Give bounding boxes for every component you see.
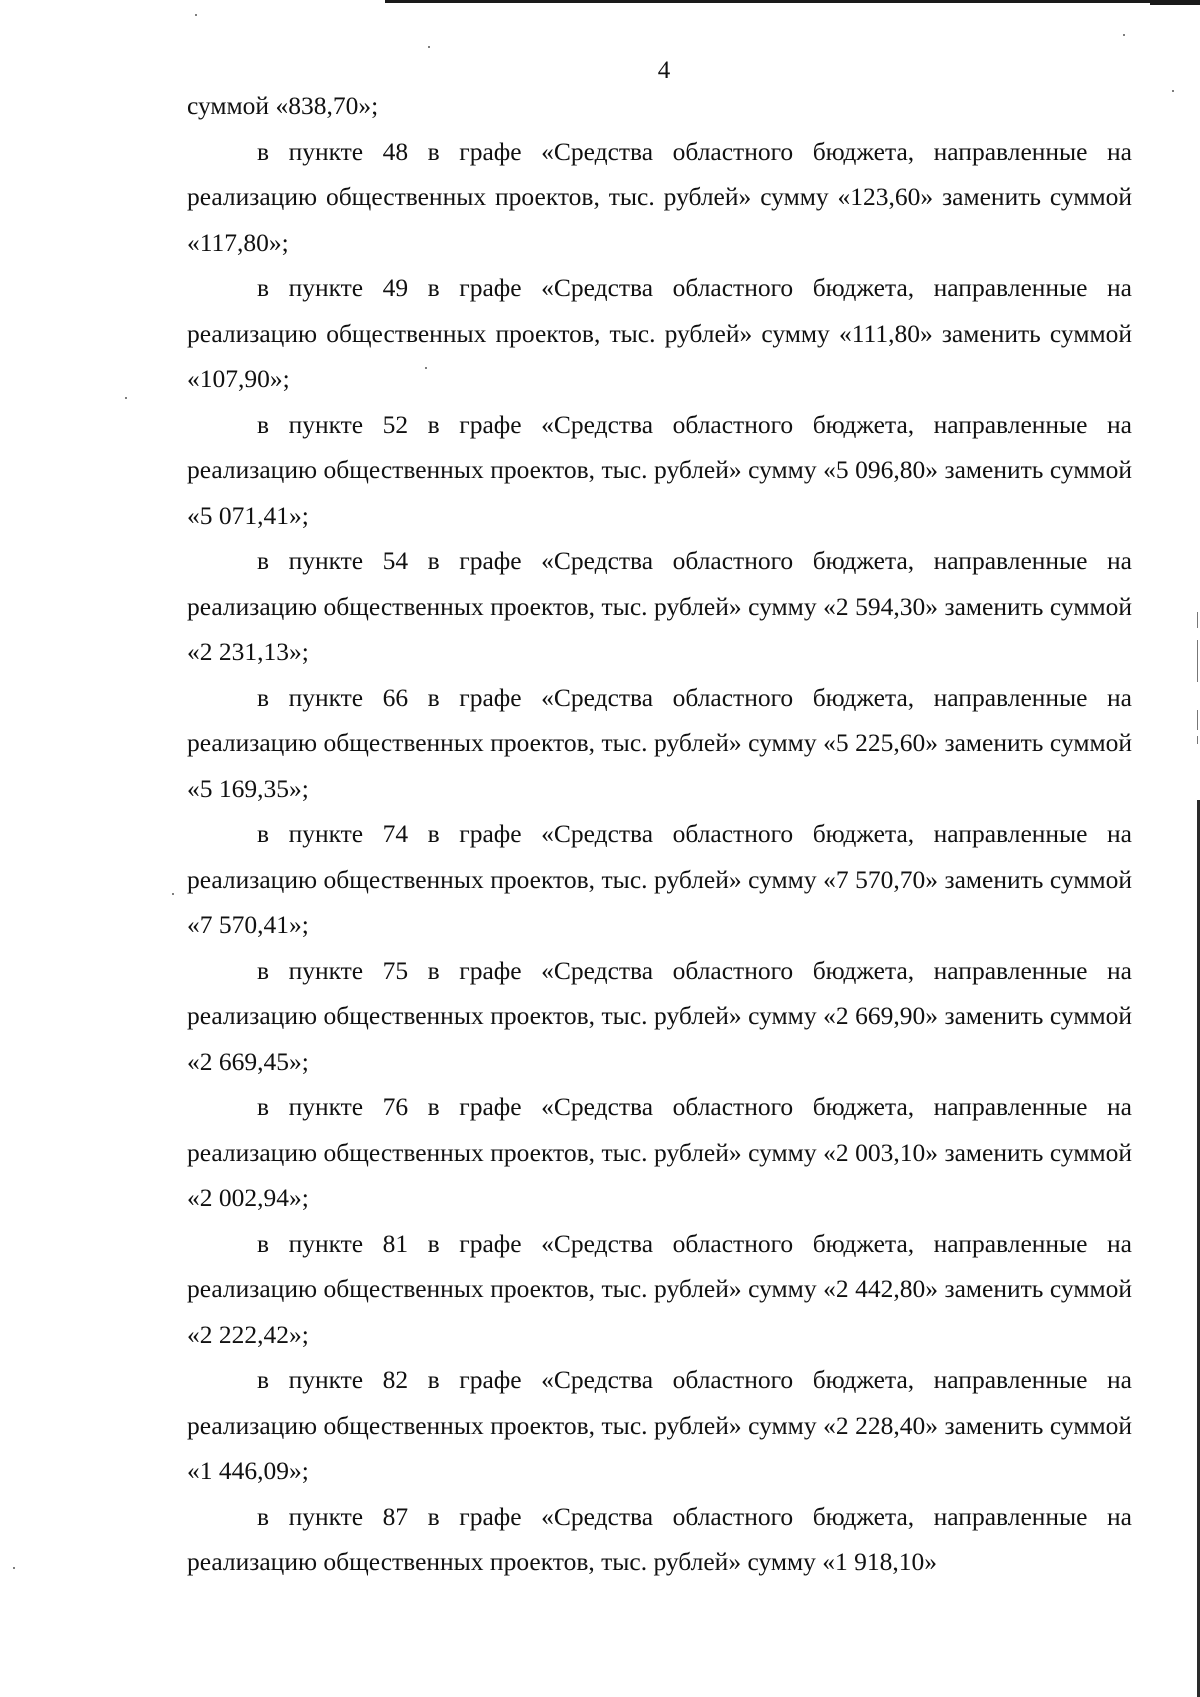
scan-mark	[1197, 640, 1198, 682]
paragraph: в пункте 49 в графе «Средства областного бюджета, направленные на реализацию общественных проектов, тыс. рублей» сумму «111,80» заменить суммой «107,90»;	[187, 273, 1132, 393]
paragraph: в пункте 75 в графе «Средства областного бюджета, направленные на реализацию общественных проектов, тыс. рублей» сумму «2 669,90» заменить суммой «2 669,45»;	[187, 955, 1132, 1076]
paragraph: в пункте 81 в графе «Средства областного бюджета, направленные на реализацию общественных проектов, тыс. рублей» сумму «2 442,80» заменить суммой «2 222,42»;	[187, 1228, 1132, 1349]
paragraph: в пункте 82 в графе «Средства областного бюджета, направленные на реализацию общественных проектов, тыс. рублей» сумму «2 228,40» заменить суммой «1 446,09»;	[187, 1365, 1132, 1485]
paragraph: в пункте 48 в графе «Средства областного бюджета, направленные на реализацию общественных проектов, тыс. рублей» сумму «123,60» заменить суммой «117,80»;	[187, 136, 1132, 257]
scan-top-edge	[385, 0, 1200, 3]
paragraph: в пункте 52 в графе «Средства областного бюджета, направленные на реализацию общественных проектов, тыс. рублей» сумму «5 096,80» заменить суммой «5 071,41»;	[187, 409, 1132, 530]
scan-mark	[1197, 710, 1198, 730]
scan-speck	[1172, 90, 1174, 92]
page-number: 4	[657, 57, 671, 84]
paragraph: в пункте 54 в графе «Средства областного бюджета, направленные на реализацию общественных проектов, тыс. рублей» сумму «2 594,30» заменить суммой «2 231,13»;	[187, 546, 1132, 666]
paragraph: в пункте 87 в графе «Средства областного бюджета, направленные на реализацию общественных проектов, тыс. рублей» сумму «1 918,10»	[187, 1501, 1132, 1576]
paragraph: в пункте 76 в графе «Средства областного бюджета, направленные на реализацию общественных проектов, тыс. рублей» сумму «2 003,10» заменить суммой «2 002,94»;	[187, 1092, 1132, 1212]
scan-speck	[125, 397, 127, 399]
scan-mark	[1197, 736, 1198, 744]
paragraph: в пункте 66 в графе «Средства областного бюджета, направленные на реализацию общественных проектов, тыс. рублей» сумму «5 225,60» заменить суммой «5 169,35»;	[187, 682, 1132, 803]
scan-speck	[428, 46, 430, 48]
scan-mark	[1197, 612, 1198, 628]
document-body	[187, 83, 1132, 1585]
scan-speck	[1123, 34, 1125, 36]
scan-speck	[172, 893, 174, 895]
scan-top-edge-corner	[1150, 2, 1200, 5]
paragraph: суммой «838,70»;	[187, 91, 379, 120]
scan-speck	[195, 14, 197, 16]
scan-speck	[13, 1567, 15, 1569]
paragraph: в пункте 74 в графе «Средства областного бюджета, направленные на реализацию общественных проектов, тыс. рублей» сумму «7 570,70» заменить суммой «7 570,41»;	[187, 819, 1132, 939]
